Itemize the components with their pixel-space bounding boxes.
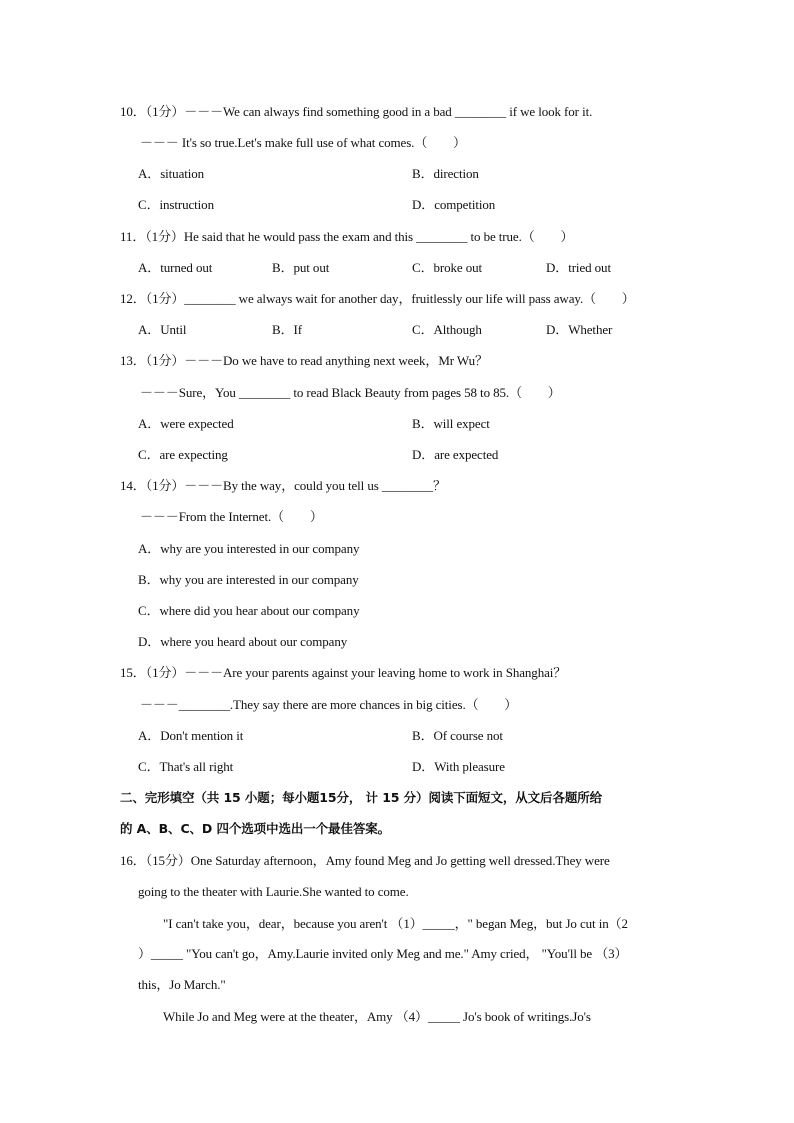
question-11-stem: 11．（1分）He said that he would pass the exam and this ________ to be true.（ ） bbox=[120, 229, 574, 244]
section-2-heading-line1: 二、完形填空（共 15 小题；每小题15分， 计 15 分）阅读下面短文，从文后各题所给 bbox=[120, 790, 603, 805]
option-15-d[interactable]: D．With pleasure bbox=[412, 759, 505, 774]
question-14-reply: －－－From the Internet.（ ） bbox=[140, 509, 323, 524]
question-16-line2: going to the theater with Laurie.She wanted to come. bbox=[138, 884, 409, 899]
option-10-c[interactable]: C．instruction bbox=[138, 197, 214, 212]
option-12-c[interactable]: C．Although bbox=[412, 322, 482, 337]
option-10-d[interactable]: D．competition bbox=[412, 197, 496, 212]
option-14-b[interactable]: B．why you are interested in our company bbox=[138, 572, 359, 587]
option-11-c[interactable]: C．broke out bbox=[412, 260, 483, 275]
option-11-a[interactable]: A．turned out bbox=[138, 260, 213, 275]
question-15-stem: 15．（1分）－－－Are your parents against your leaving home to work in Shanghai？ bbox=[120, 665, 567, 680]
question-14-stem: 14．（1分）－－－By the way，could you tell us ________？ bbox=[120, 478, 446, 493]
option-15-c[interactable]: C．That's all right bbox=[138, 759, 234, 774]
option-12-b[interactable]: B．If bbox=[272, 322, 302, 337]
option-10-b[interactable]: B．direction bbox=[412, 166, 479, 181]
option-13-b[interactable]: B．will expect bbox=[412, 416, 490, 431]
option-11-d[interactable]: D．tried out bbox=[546, 260, 611, 275]
option-14-d[interactable]: D．where you heard about our company bbox=[138, 634, 348, 649]
passage-line4: ）_____ "You can't go，Amy.Laurie invited only Meg and me." Amy cried， "You'll be （3） bbox=[138, 946, 628, 961]
question-15-reply: －－－________.They say there are more chances in big cities.（ ） bbox=[140, 697, 518, 712]
option-11-b[interactable]: B．put out bbox=[272, 260, 330, 275]
option-14-c[interactable]: C．where did you hear about our company bbox=[138, 603, 360, 618]
option-15-a[interactable]: A．Don't mention it bbox=[138, 728, 244, 743]
option-13-c[interactable]: C．are expecting bbox=[138, 447, 228, 462]
passage-line5: this，Jo March." bbox=[138, 977, 226, 992]
option-10-a[interactable]: A．situation bbox=[138, 166, 205, 181]
option-14-a[interactable]: A．why are you interested in our company bbox=[138, 541, 360, 556]
question-13-reply: －－－Sure，You ________ to read Black Beauty from pages 58 to 85.（ ） bbox=[140, 385, 561, 400]
question-16-line1: 16．（15分）One Saturday afternoon，Amy found Meg and Jo getting well dressed.They were bbox=[120, 853, 610, 868]
option-15-b[interactable]: B．Of course not bbox=[412, 728, 503, 743]
passage-line6: While Jo and Meg were at the theater，Amy （4）_____ Jo's book of writings.Jo's bbox=[163, 1009, 591, 1024]
section-2-heading-line2: 的 A、B、C、D 四个选项中选出一个最佳答案。 bbox=[120, 821, 391, 836]
question-10-stem: 10．（1分）－－－We can always find something good in a bad ________ if we look for it. bbox=[120, 104, 593, 119]
passage-line3: "I can't take you，dear，because you aren't （1）_____，" began Meg，but Jo cut in（2 bbox=[163, 916, 628, 931]
option-13-d[interactable]: D．are expected bbox=[412, 447, 499, 462]
question-10-reply: －－－ It's so true.Let's make full use of what comes.（ ） bbox=[140, 135, 466, 150]
option-12-a[interactable]: A．Until bbox=[138, 322, 187, 337]
question-12-stem: 12．（1分）________ we always wait for another day，fruitlessly our life will pass away.（ ） bbox=[120, 291, 635, 306]
option-13-a[interactable]: A．were expected bbox=[138, 416, 234, 431]
option-12-d[interactable]: D．Whether bbox=[546, 322, 613, 337]
question-13-stem: 13．（1分）－－－Do we have to read anything next week，Mr Wu？ bbox=[120, 353, 488, 368]
